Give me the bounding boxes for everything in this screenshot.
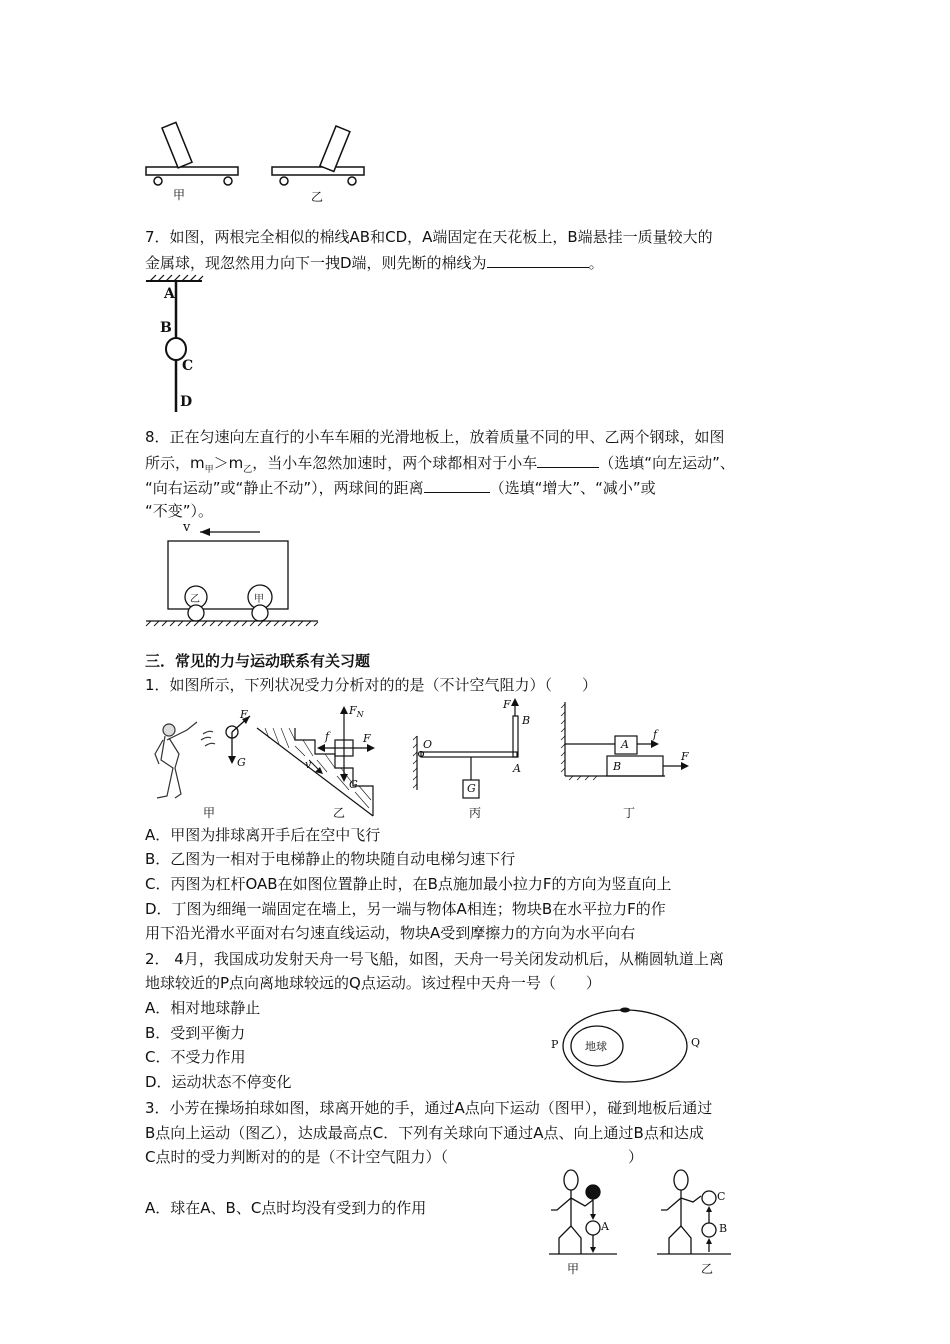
- q7-answer-blank[interactable]: [487, 251, 589, 268]
- fig-yi-G: G: [349, 778, 358, 791]
- fig6-label-left: 甲: [173, 188, 186, 202]
- s3-q1-option-a: A．甲图为排球离开手后在空中飞行: [145, 826, 381, 844]
- q8-line3-pre: “向右运动”或“静止不动”），两球间的距离: [145, 479, 424, 497]
- fig-bing-A: A: [513, 762, 521, 775]
- string-ball-svg: [140, 274, 220, 414]
- q7-line2: [145, 251, 604, 274]
- q8-answer-blank-1[interactable]: [537, 451, 599, 468]
- bounce-label-a: A: [601, 1220, 609, 1233]
- fig-ding-B: B: [613, 760, 622, 773]
- q8-sub-yi: 乙: [243, 465, 253, 475]
- fig-yi-FN-sub: N: [356, 710, 364, 720]
- fig6-label-right: 乙: [311, 190, 324, 204]
- s3-q1-stem: 1．如图所示，下列状况受力分析对的的是（不计空气阻力）（ ）: [145, 676, 598, 694]
- fig-bing-G: G: [467, 782, 476, 795]
- q8-line3-post: （选填“增大”、“减小”或: [489, 479, 656, 497]
- s3-q2-line2: 地球较近的P点向离地球较远的Q点运动。该过程中天舟一号（ ）: [145, 974, 601, 992]
- orbit-svg: [545, 1000, 705, 1090]
- q7-label-d: D: [180, 394, 193, 410]
- q7-label-a: A: [164, 286, 175, 302]
- bounce-label-jia: 甲: [567, 1262, 580, 1276]
- fig-bing-O: O: [423, 738, 433, 751]
- s3-q2-line1: 2． 4月，我国成功发射天舟一号飞船，如图，天舟一号关闭发动机后，从椭圆轨道上离: [145, 950, 724, 968]
- fig-label-ding: 丁: [623, 806, 636, 820]
- fig-label-jia: 甲: [203, 806, 216, 820]
- fig-bing-F: F: [503, 698, 511, 711]
- s3-q2-option-b: B．受到平衡力: [145, 1024, 246, 1042]
- figure-carts-blocks: [140, 120, 380, 210]
- fig-jia-F: F: [240, 708, 248, 721]
- q7-line2-end: 。: [588, 254, 604, 272]
- bounce-label-yi: 乙: [701, 1262, 714, 1276]
- figure-bouncing-ball: [545, 1166, 735, 1278]
- figure-cart-balls: [140, 520, 320, 632]
- q8-line2-mid: ＞m: [213, 454, 244, 472]
- q8-line2-pre: 所示，m: [145, 454, 205, 472]
- q8-line1: 8．正在匀速向左直行的小车车厢的光滑地板上，放着质量不同的甲、乙两个钢球，如图: [145, 428, 725, 446]
- s3-q3-line3-pre: C点时的受力判断对的的是（不计空气阻力）（: [145, 1148, 448, 1166]
- fig-yi-v: v: [305, 758, 312, 771]
- bounce-label-c: C: [717, 1190, 726, 1203]
- q8-ball-left-label: 乙: [190, 594, 200, 605]
- fig-yi-FN: [349, 704, 364, 719]
- fig-yi-F: F: [363, 732, 371, 745]
- figure-string-ball: [140, 274, 220, 414]
- q8-line2-after: ，当小车忽然加速时，两个球都相对于小车: [252, 454, 538, 472]
- fig-ding-A: A: [621, 738, 629, 751]
- orbit-q-label: Q: [691, 1036, 701, 1049]
- fig-bing-B: B: [522, 714, 531, 727]
- q7-line2-text: 金属球，现忽然用力向下一拽D端，则先断的棉线为: [145, 254, 487, 272]
- s3-q3-option-a: A．球在A、B、C点时均没有受到力的作用: [145, 1199, 427, 1217]
- figure-force-analysis: [145, 698, 705, 822]
- q8-line3: [145, 476, 656, 499]
- s3-q2-option-c: C．不受力作用: [145, 1048, 246, 1066]
- orbit-p-label: P: [551, 1038, 559, 1051]
- fig-yi-FN-letter: F: [349, 704, 357, 717]
- s3-q2-option-a: A．相对地球静止: [145, 999, 261, 1017]
- q8-answer-blank-2[interactable]: [424, 476, 490, 493]
- fig-ding-f: f: [653, 728, 658, 741]
- s3-q3-line2: B点向上运动（图乙），达成最高点C．下列有关球向下通过A点、向上通过B点和达成: [145, 1124, 704, 1142]
- s3-q3-line3: [145, 1146, 643, 1168]
- q7-label-b: B: [160, 320, 172, 336]
- q7-label-c: C: [182, 358, 194, 374]
- figure-orbit: [545, 1000, 705, 1090]
- fig-ding-F: F: [681, 750, 689, 763]
- s3-q3-line3-post: ）: [627, 1148, 643, 1166]
- s3-q1-option-c: C．丙图为杠杆OAB在如图位置静止时，在B点施加最小拉力F的方向为竖直向上: [145, 875, 672, 893]
- s3-q2-option-d: D．运动状态不停变化: [145, 1073, 292, 1091]
- fig-label-bing: 丙: [469, 806, 482, 820]
- q8-sub-jia: 甲: [204, 465, 214, 475]
- fig-yi-f: f: [325, 730, 330, 743]
- s3-q1-option-d-cont: 用下沿光滑水平面对右匀速直线运动，物块A受到摩擦力的方向为水平向右: [145, 924, 636, 942]
- fig-label-yi: 乙: [333, 806, 346, 820]
- fig-jia-G: G: [237, 756, 246, 769]
- bounce-label-b: B: [719, 1222, 728, 1235]
- orbit-earth-label: 地球: [585, 1040, 607, 1053]
- section3-heading: 三．常见的力与运动联系有关习题: [145, 652, 371, 670]
- q8-ball-right-label: 甲: [254, 594, 264, 605]
- s3-q3-line1: 3．小芳在操场拍球如图，球离开她的手，通过A点向下运动（图甲），碰到地板后通过: [145, 1099, 713, 1117]
- cart-balls-svg: [140, 520, 320, 632]
- q8-label-v: v: [183, 520, 191, 535]
- q8-line4: “不变”）。: [145, 502, 214, 520]
- s3-q1-option-d: D．丁图为细绳一端固定在墙上，另一端与物体A相连；物块B在水平拉力F的作: [145, 900, 666, 918]
- q8-line2-post: （选填“向左运动”、: [599, 454, 735, 472]
- s3-q1-option-b: B．乙图为一相对于电梯静止的物块随自动电梯匀速下行: [145, 850, 516, 868]
- q7-line1: 7．如图，两根完全相似的棉线AB和CD，A端固定在天花板上，B端悬挂一质量较大的: [145, 228, 713, 246]
